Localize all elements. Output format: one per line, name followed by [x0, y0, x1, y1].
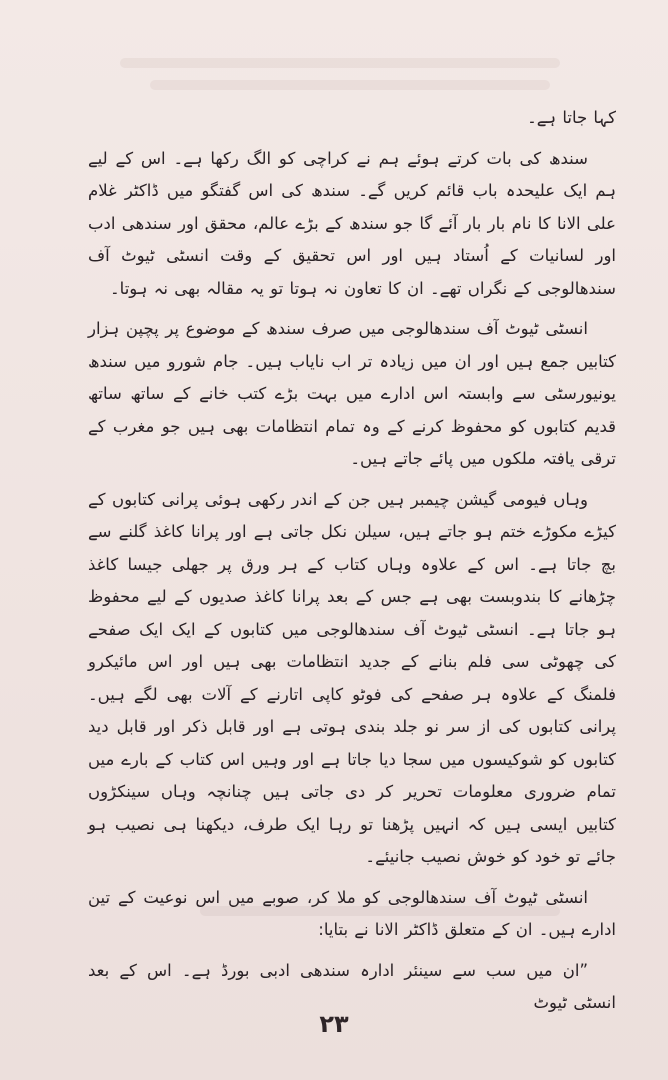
- paragraph: انسٹی ٹیوٹ آف سندھالوجی میں صرف سندھ کے موضوع پر پچپن ہزار کتابیں جمع ہیں اور ان میں زیادہ تر اب نایاب ہیں۔ جام شورو میں سندھ یونیورسٹی سے وابستہ اس ادارے میں بہت بڑے کتب خانے کے ساتھ ساتھ قدیم کتابوں کو محفوظ کرنے کے وہ تمام انتظامات بھی ہیں جو مغرب کے ترقی یافتہ ملکوں میں پائے جاتے ہیں۔: [88, 319, 616, 468]
- paragraph: سندھ کی بات کرتے ہوئے ہم نے کراچی کو الگ رکھا ہے۔ اس کے لیے ہم ایک علیحدہ باب قائم کریں گے۔ سندھ کی اس گفتگو میں ڈاکٹر غلام علی الانا کا نام بار بار آئے گا جو سندھ کے بڑے عالم، محقق اور سندھی ادب اور لسانیات کے اُستاد ہیں اور اس تحقیق کے وقت انسٹی ٹیوٹ آف سندھالوجی کے نگراں تھے۔ ان کا تعاون نہ ہوتا تو یہ مقالہ بھی نہ ہوتا۔: [88, 148, 616, 298]
- paragraph: کہا جاتا ہے۔: [527, 108, 616, 127]
- body-text: [88, 102, 616, 1028]
- paragraph: وہاں فیومی گیشن چیمبر ہیں جن کے اندر رکھی ہوئی پرانی کتابوں کے کیڑے مکوڑے ختم ہو جاتے ہیں، سیلن نکل جاتی ہے اور پرانا کاغذ گلنے سے بچ جاتا ہے۔ اس کے علاوہ وہاں کتاب کے ہر ورق پر جھلی جیسا کاغذ چڑھانے کا بندوبست بھی ہے جس کے بعد پرانا کاغذ صدیوں کے لیے محفوظ ہو جاتا ہے۔ انسٹی ٹیوٹ آف سندھالوجی میں کتابوں کے ایک ایک صفحے کی چھوٹی سی فلم بنانے کے جدید انتظامات بھی ہیں اور اس مائیکرو فلمنگ کے علاوہ ہر صفحے کی فوٹو کاپی اتارنے کے آلات بھی لگے ہیں۔ پرانی کتابوں کی از سر نو جلد بندی ہوتی ہے اور قابل ذکر اور قابل دید کتابوں کو شوکیسوں میں سجا دیا جاتا ہے اور وہیں اس کتاب کے بارے میں تمام ضروری معلومات تحریر کر دی جاتی ہیں چنانچہ وہاں سینکڑوں کتابیں ایسی ہیں کہ انہیں پڑھنا تو رہا ایک طرف، دیکھنا ہی نصیب ہو جائے تو خود کو خوش نصیب جانیئے۔: [88, 489, 616, 866]
- show-through-text: [150, 80, 550, 90]
- page-number: ۲۳: [319, 1010, 349, 1038]
- show-through-text: [120, 58, 560, 68]
- paragraph: انسٹی ٹیوٹ آف سندھالوجی کو ملا کر، صوبے میں اس نوعیت کے تین ادارے ہیں۔ ان کے متعلق ڈاکٹر الانا نے بتایا:: [88, 887, 616, 939]
- paragraph: ”ان میں سب سے سینئر ادارہ سندھی ادبی بورڈ ہے۔ اس کے بعد انسٹی ٹیوٹ: [88, 960, 616, 1012]
